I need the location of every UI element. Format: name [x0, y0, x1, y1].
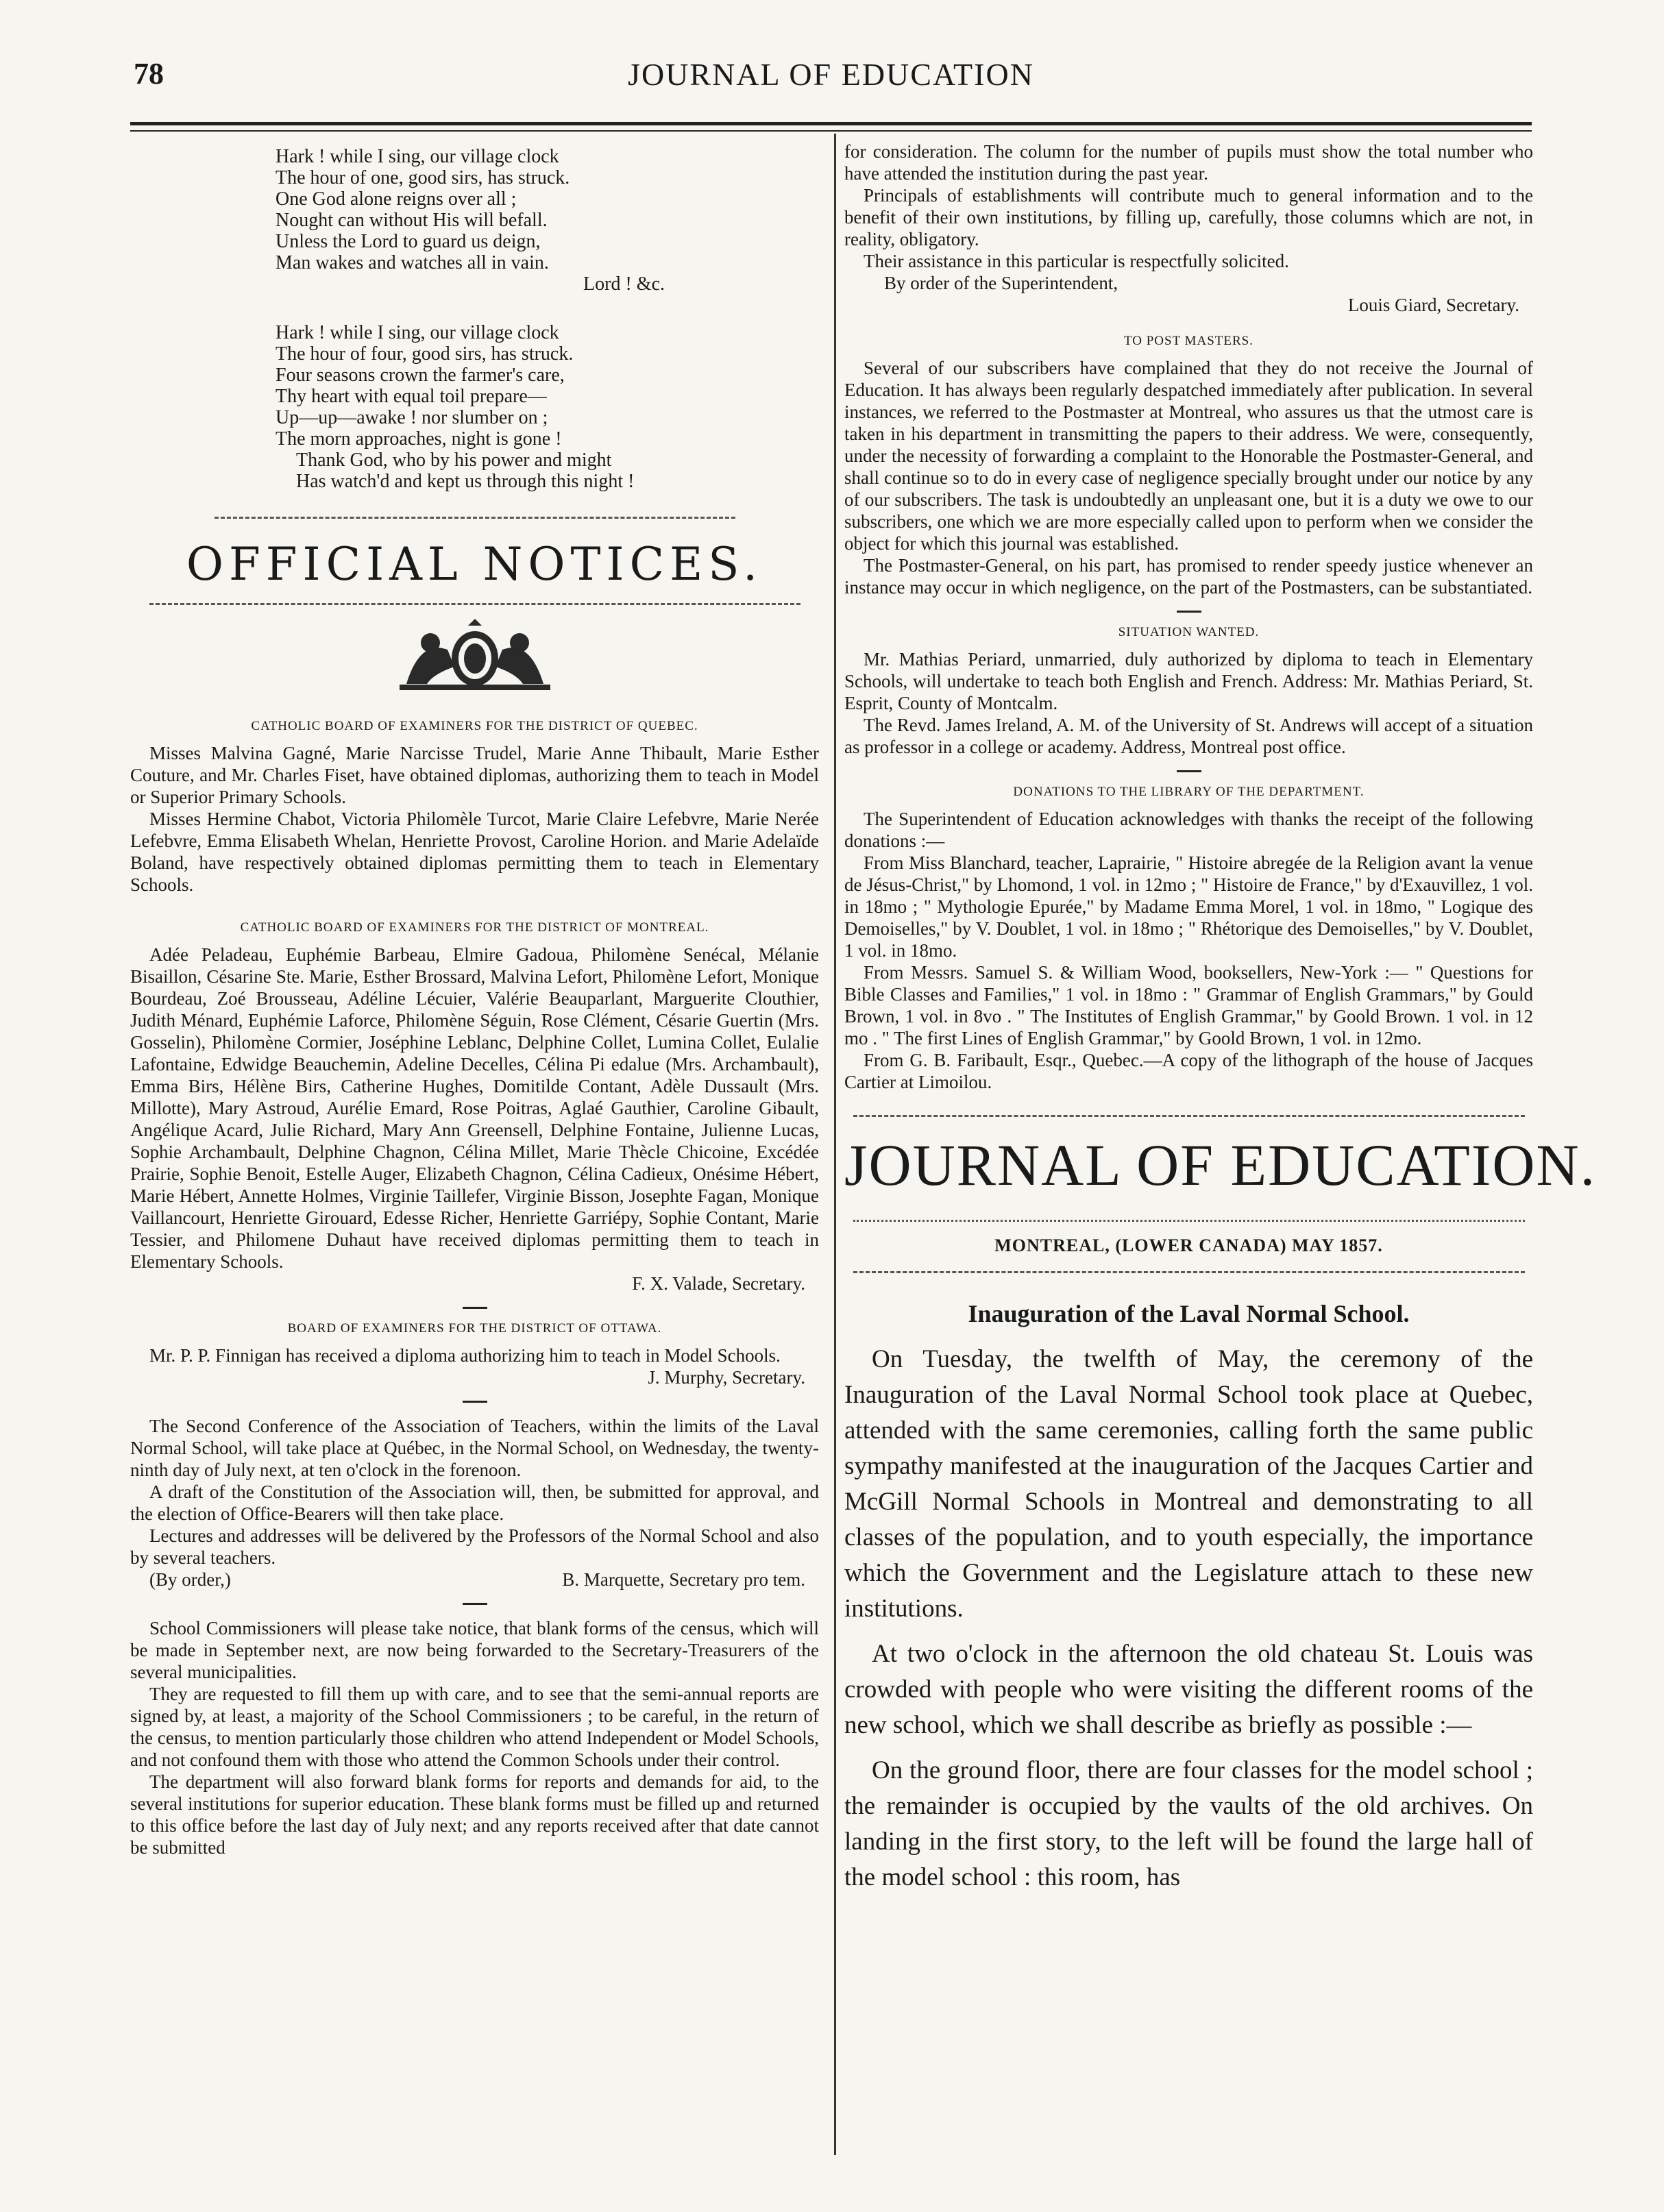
notice-paragraph: They are requested to fill them up with care, and to see that the semi-annual reports are signed by, at least, a majority of the School Commissioners ; to be careful, in the return of the census, to mention particularly those children who attend Independent or Model Schools, and not confound them with those who attend the Common Schools under their control. [130, 1684, 819, 1770]
montreal-heading: CATHOLIC BOARD OF EXAMINERS FOR THE DISTRICT OF MONTREAL. [240, 920, 709, 935]
coat-of-arms-icon [365, 619, 585, 694]
poem-line: The hour of one, good sirs, has struck. [276, 167, 570, 188]
notice-paragraph: A draft of the Constitution of the Association will, then, be submitted for approval, and the election of Office-Bearers will then take place. [130, 1482, 819, 1524]
notice-paragraph: Mr. P. P. Finnigan has received a diploma authorizing him to teach in Model Schools. [149, 1345, 781, 1366]
notice-paragraph: From Miss Blanchard, teacher, Laprairie, " Histoire abregée de la Religion avant la venue de Jésus-Christ," by Lhomond, 1 vol. in 12mo ; " Histoire de France," by d'Exauvillez, 1 vol. in 18mo ; " Mythologie Epurée," by Madame Emma Morel, 1 vol. in 18mo, " Logique des Demoiselles," by V. Doublet, 1 vol. in 18mo ; " Rhétorique des Demoiselles," by V. Doublet, 1 vol. in 18mo. [844, 852, 1533, 961]
notice-paragraph: for consideration. The column for the number of pupils must show the total number who have attended the institution during the past year. [844, 141, 1533, 184]
postmasters-heading: TO POST MASTERS. [1124, 334, 1253, 348]
situation-notice [844, 648, 1533, 758]
page-number: 78 [134, 57, 164, 90]
notice-paragraph: Lectures and addresses will be delivered by the Professors of the Normal School and also by several teachers. [130, 1525, 819, 1568]
notice-paragraph: From Messrs. Samuel S. & William Wood, booksellers, New-York :— " Questions for Bible Classes and Families," 1 vol. in 18mo : " Grammar of English Grammars," by Gould Brown, 1 vol. in 8vo . " The Institutes of English Grammar," by Goold Brown. 1 vol. in 12 mo . " The first Lines of English Grammar," by Goold Brown, 1 vol. in 12mo. [844, 962, 1533, 1048]
commissioners-notice [130, 1617, 819, 1858]
continued-notice [844, 140, 1533, 316]
notice-paragraph: Misses Hermine Chabot, Victoria Philomèle Turcot, Marie Claire Lefebvre, Marie Nerée Lefebvre, Emma Elisabeth Whelan, Henriette Provost, Caroline Horion. and Marie Adelaïde Boland, have respectively obtained diplomas permitting them to teach in Elementary Schools. [130, 809, 819, 895]
section-rule [853, 1271, 1525, 1273]
header-rule-thin [130, 130, 1532, 132]
quebec-notice [130, 742, 819, 896]
section-rule [215, 517, 735, 519]
notice-paragraph: The Revd. James Ireland, A. M. of the University of St. Andrews will accept of a situation as professor in a college or academy. Address, Montreal post office. [844, 715, 1533, 757]
donations-heading: DONATIONS TO THE LIBRARY OF THE DEPARTMENT. [1013, 785, 1365, 799]
left-column [130, 140, 819, 1858]
separator-dash [463, 1307, 487, 1309]
by-order: By order of the Superintendent, [884, 273, 1118, 293]
article-paragraph: At two o'clock in the afternoon the old chateau St. Louis was crowded with people who were visiting the different rooms of the new school, which we shall describe as briefly as possible :— [844, 1640, 1533, 1739]
postmasters-notice [844, 357, 1533, 598]
poem-refrain: Lord ! &c. [583, 273, 665, 295]
column-divider [834, 134, 836, 2155]
notice-paragraph: Several of our subscribers have complained that they do not receive the Journal of Education. It has always been regularly despatched immediately after publication. In several instances, we referred to the Postmaster at Montreal, who assures us that the utmost care is taken in his department in transmitting the papers to their address. We were, consequently, under the necessity of forwarding a complaint to the Honorable the Postmaster-General, and shall continue so to do in every case of negligence specially brought under our notice by any of our subscribers. The task is undoubtedly an unpleasant one, but it is a duty we owe to our subscribers, one which we are more especially called upon to perform when we consider the object for which this journal was established. [844, 358, 1533, 554]
poem-line: The morn approaches, night is gone ! [276, 428, 562, 450]
article-paragraph: On the ground floor, there are four classes for the model school ; the remainder is occupied by the vaults of the old archives. On landing in the first story, to the left will be found the large hall of the model school : this room, has [844, 1756, 1533, 1891]
masthead-title: JOURNAL OF EDUCATION. [844, 1132, 1597, 1198]
ottawa-heading: BOARD OF EXAMINERS FOR THE DISTRICT OF OTTAWA. [287, 1321, 662, 1336]
separator-dash [1177, 770, 1201, 772]
donations-notice [844, 808, 1533, 1093]
right-column [844, 140, 1597, 1905]
poem-line: One God alone reigns over all ; [276, 188, 517, 210]
notice-paragraph: Mr. Mathias Periard, unmarried, duly authorized by diploma to teach in Elementary Schools, will undertake to teach both English and French. Address: Mr. Mathias Periard, St. Esprit, County of Montcalm. [844, 649, 1533, 713]
montreal-notice [130, 944, 819, 1294]
poem [276, 146, 819, 492]
section-rule [149, 603, 800, 605]
notice-paragraph: From G. B. Faribault, Esqr., Quebec.—A copy of the lithograph of the house of Jacques Cartier at Limoilou. [844, 1050, 1533, 1092]
poem-line: Has watch'd and kept us through this night ! [296, 471, 635, 492]
notice-paragraph: Principals of establishments will contribute much to general information and to the benefit of their own institutions, by filling up, carefully, those columns which are not, in reality, obligatory. [844, 185, 1533, 249]
notice-paragraph: Adée Peladeau, Euphémie Barbeau, Elmire Gadoua, Philomène Senécal, Mélanie Bisaillon, Césarine Ste. Marie, Esther Brossard, Malvina Lefort, Philomène Lefort, Monique Bourdeau, Zoé Brousseau, Adéline Lécuier, Valérie Beauparlant, Marguerite Clouthier, Judith Ménard, Euphémie Laforce, Philomène Séguin, Rose Clément, Césarie Guertin (Mrs. Gosselin), Philomène Cormier, Joséphine Leblanc, Delphine Collet, Lumina Collet, Eulalie Lafontaine, Edwidge Beauchemin, Adeline Decelles, Célina Pi edalue (Mrs. Archambault), Emma Birs, Hélène Birs, Catherine Hughes, Domitilde Contant, Adèle Dussault (Mrs. Millotte), Mary Astroud, Aurélie Emard, Rose Poitras, Aglaé Gauthier, Caroline Gibault, Angélique Acard, Julie Richard, Mary Ann Greensell, Delphine Fontaine, Julienne Lucas, Sophie Archambault, Delphine Chagnon, Célina Millet, Marie Thècle Chicoine, Excédée Prairie, Sophie Benoit, Estelle Auger, Elizabeth Chagnon, Célina Cadieux, Onésime Hébert, Marie Hébert, Annette Holmes, Virginie Taillefer, Virginie Bisson, Josephte Fagan, Monique Vaillancourt, Henriette Girouard, Edesse Richer, Henriette Garriépy, Sophie Contant, Marie Tessier, and Philomene Duhaut have received diplomas permitting them to teach in Elementary Schools. [130, 944, 819, 1272]
separator-dash [1177, 611, 1201, 613]
article-paragraph: On Tuesday, the twelfth of May, the ceremony of the Inauguration of the Laval Normal School took place at Quebec, attended with the same ceremonies, calling forth the same public sympathy manifested at the inauguration of the Jacques Cartier and McGill Normal Schools in Montreal and demonstrating to all classes of the population, and to youth especially, the importance which the Government and the Legislature attach to these new institutions. [844, 1345, 1533, 1623]
signature: B. Marquette, Secretary pro tem. [562, 1569, 805, 1590]
signature-line [130, 1569, 819, 1590]
situation-heading: SITUATION WANTED. [1118, 625, 1260, 639]
notice-paragraph: School Commissioners will please take notice, that blank forms of the census, which will be made in September next, are now being forwarded to the Secretary-Treasurers of the several municipalities. [130, 1618, 819, 1682]
signature: Louis Giard, Secretary. [1347, 295, 1519, 315]
dateline: MONTREAL, (LOWER CANADA) MAY 1857. [994, 1236, 1383, 1255]
official-notices-title: OFFICIAL NOTICES. [186, 538, 763, 591]
poem-line: The hour of four, good sirs, has struck. [276, 343, 574, 365]
signature: J. Murphy, Secretary. [648, 1367, 805, 1388]
poem-line: Unless the Lord to guard us deign, [276, 231, 541, 252]
article-title: Inauguration of the Laval Normal School. [968, 1300, 1410, 1327]
conference-notice [130, 1415, 819, 1590]
separator-dash [463, 1603, 487, 1605]
poem-line: Nought can without His will befall. [276, 210, 548, 231]
poem-line: Up—up—awake ! nor slumber on ; [276, 407, 548, 428]
poem-line: Thy heart with equal toil prepare— [276, 386, 547, 407]
section-rule [853, 1220, 1525, 1222]
notice-paragraph: Their assistance in this particular is respectfully solicited. [864, 251, 1289, 271]
poem-line: Four seasons crown the farmer's care, [276, 365, 565, 386]
running-head [134, 56, 1528, 104]
separator-dash [463, 1401, 487, 1403]
poem-line: Hark ! while I sing, our village clock [276, 322, 559, 343]
notice-paragraph: The department will also forward blank forms for reports and demands for aid, to the several institutions for superior education. These blank forms must be filled up and returned to this office before the last day of July next; and any reports received after that date cannot be submitted [130, 1771, 819, 1858]
notice-paragraph: The Postmaster-General, on his part, has promised to render speedy justice whenever an instance may occur in which negligence, on the part of the Postmasters, can be substantiated. [844, 555, 1533, 598]
ottawa-notice [130, 1344, 819, 1388]
notice-paragraph: The Second Conference of the Association of Teachers, within the limits of the Laval Normal School, will take place at Québec, in the Normal School, on Wednesday, the twenty-ninth day of July next, at ten o'clock in the forenoon. [130, 1416, 819, 1480]
section-rule [853, 1115, 1525, 1117]
quebec-heading: CATHOLIC BOARD OF EXAMINERS FOR THE DISTRICT OF QUEBEC. [251, 719, 698, 733]
notice-paragraph: The Superintendent of Education acknowledges with thanks the receipt of the following donations :— [844, 809, 1533, 851]
running-title: JOURNAL OF EDUCATION [628, 57, 1034, 92]
poem-line: Hark ! while I sing, our village clock [276, 146, 559, 167]
header-rule [130, 122, 1532, 125]
by-order: (By order,) [149, 1569, 231, 1590]
notice-paragraph: Misses Malvina Gagné, Marie Narcisse Trudel, Marie Anne Thibault, Marie Esther Couture, and Mr. Charles Fiset, have obtained diplomas, authorizing them to teach in Model or Superior Primary Schools. [130, 743, 819, 807]
article-body [844, 1342, 1533, 1895]
poem-line: Thank God, who by his power and might [296, 450, 612, 471]
signature: F. X. Valade, Secretary. [632, 1273, 805, 1294]
poem-line: Man wakes and watches all in vain. [276, 252, 549, 273]
